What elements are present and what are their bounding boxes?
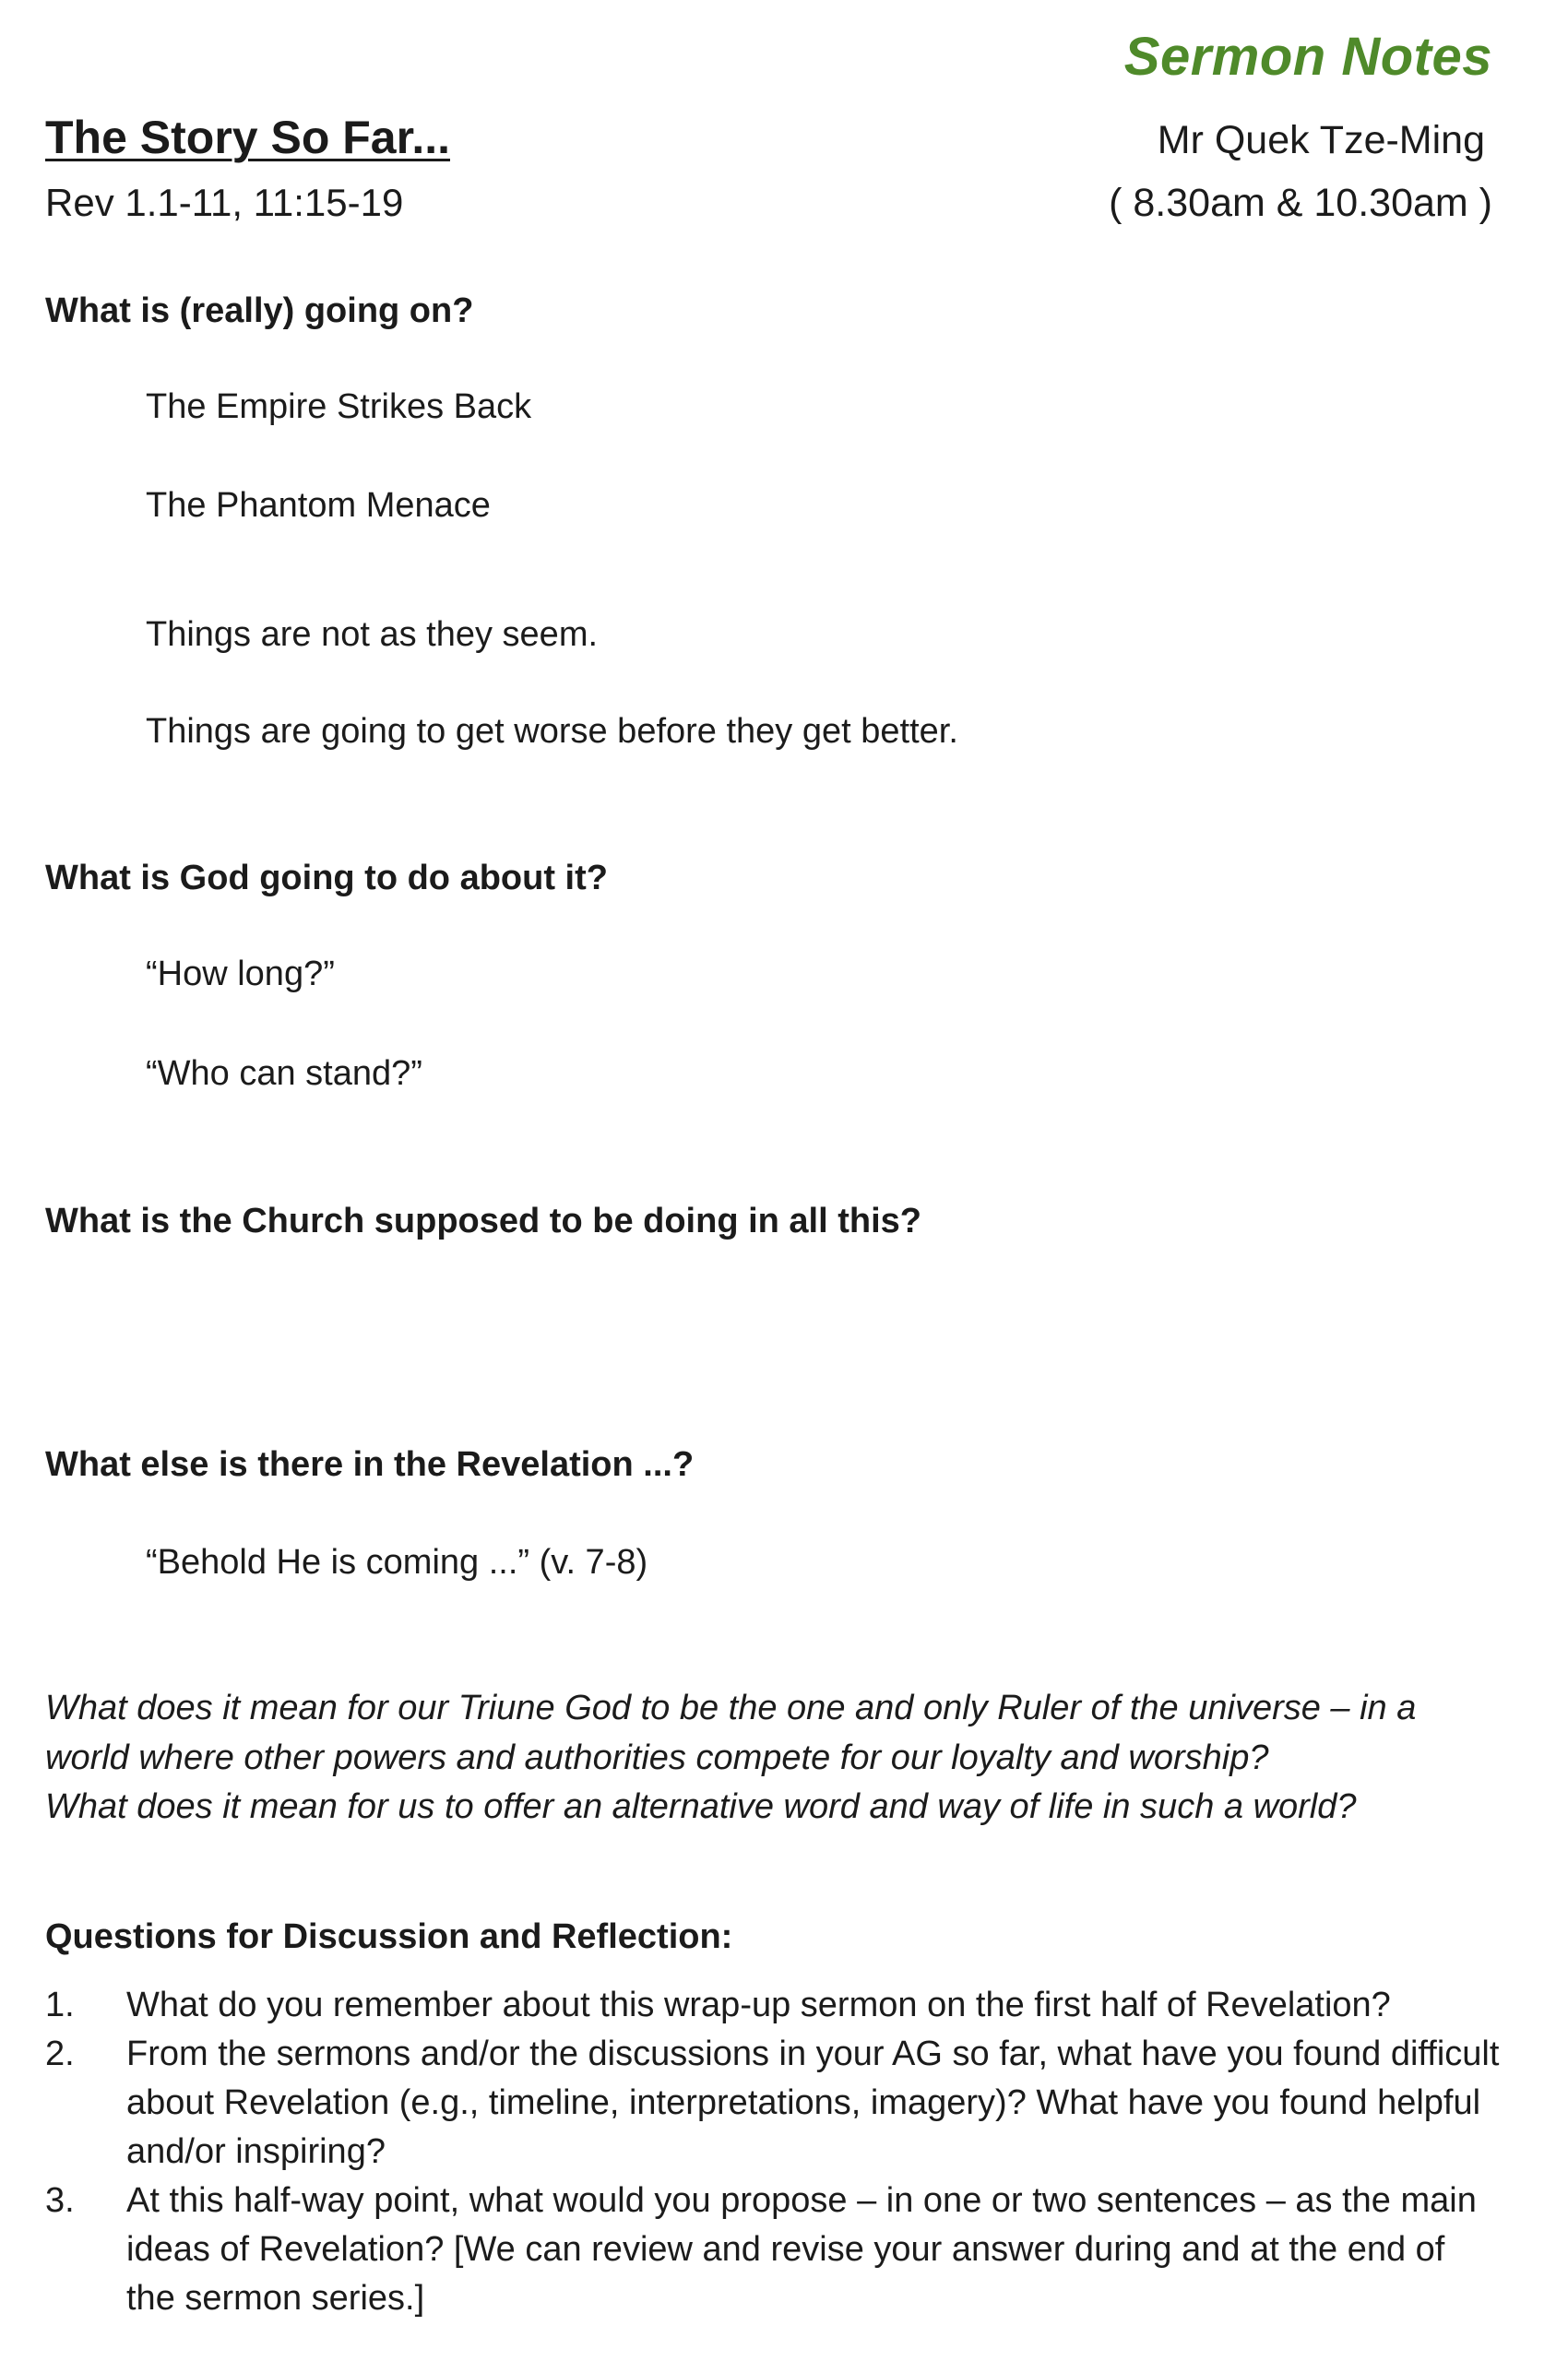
speaker-name: Mr Quek Tze-Ming: [1157, 118, 1485, 162]
question-text: At this half-way point, what would you propose – in one or two sentences – as the main ideas of Revelation? [We can review and revise your answer during and at the end of the sermon series.]: [126, 2181, 1477, 2318]
point-behold-coming: “Behold He is coming ...” (v. 7-8): [146, 1543, 648, 1582]
point-not-as-they-seem: Things are not as they seem.: [146, 615, 599, 654]
sermon-notes-label: Sermon Notes: [1123, 27, 1492, 87]
point-who-can-stand: “Who can stand?”: [146, 1054, 422, 1093]
section-heading-going-on: What is (really) going on?: [45, 291, 474, 330]
section-heading-god-do: What is God going to do about it?: [45, 859, 608, 897]
reflection-line: What does it mean for us to offer an alternative word and way of life in such a world?: [45, 1787, 1357, 1826]
scripture-reference: Rev 1.1-11, 11:15-19: [45, 181, 404, 224]
discussion-question: [45, 2030, 1503, 2177]
section-heading-church: What is the Church supposed to be doing in all this?: [45, 1202, 921, 1240]
point-how-long: “How long?”: [146, 955, 335, 993]
question-number: 1.: [45, 1986, 75, 2024]
section-heading-what-else: What else is there in the Revelation ...?: [45, 1445, 695, 1484]
discussion-question-list: [45, 1981, 1503, 2323]
reflection-line: What does it mean for our Triune God to be the one and only Ruler of the universe – in a: [45, 1689, 1417, 1727]
point-empire-strikes-back: The Empire Strikes Back: [146, 387, 532, 426]
reflection-line: world where other powers and authorities compete for our loyalty and worship?: [45, 1738, 1269, 1777]
question-number: 2.: [45, 2035, 75, 2073]
point-get-worse: Things are going to get worse before they get better.: [146, 712, 958, 751]
discussion-question: [45, 1981, 1503, 2030]
question-number: 3.: [45, 2181, 75, 2220]
question-text: What do you remember about this wrap-up sermon on the first half of Revelation?: [126, 1986, 1391, 2024]
question-text: From the sermons and/or the discussions in your AG so far, what have you found difficult about Revelation (e.g., timeline, interpretations, imagery)? What have you found helpful and/or inspiring?: [126, 2035, 1500, 2171]
service-times: ( 8.30am & 10.30am ): [1109, 181, 1492, 225]
document-title: The Story So Far...: [45, 112, 450, 163]
discussion-question: [45, 2177, 1503, 2323]
point-phantom-menace: The Phantom Menace: [146, 486, 491, 525]
discussion-heading: Questions for Discussion and Reflection:: [45, 1917, 733, 1956]
